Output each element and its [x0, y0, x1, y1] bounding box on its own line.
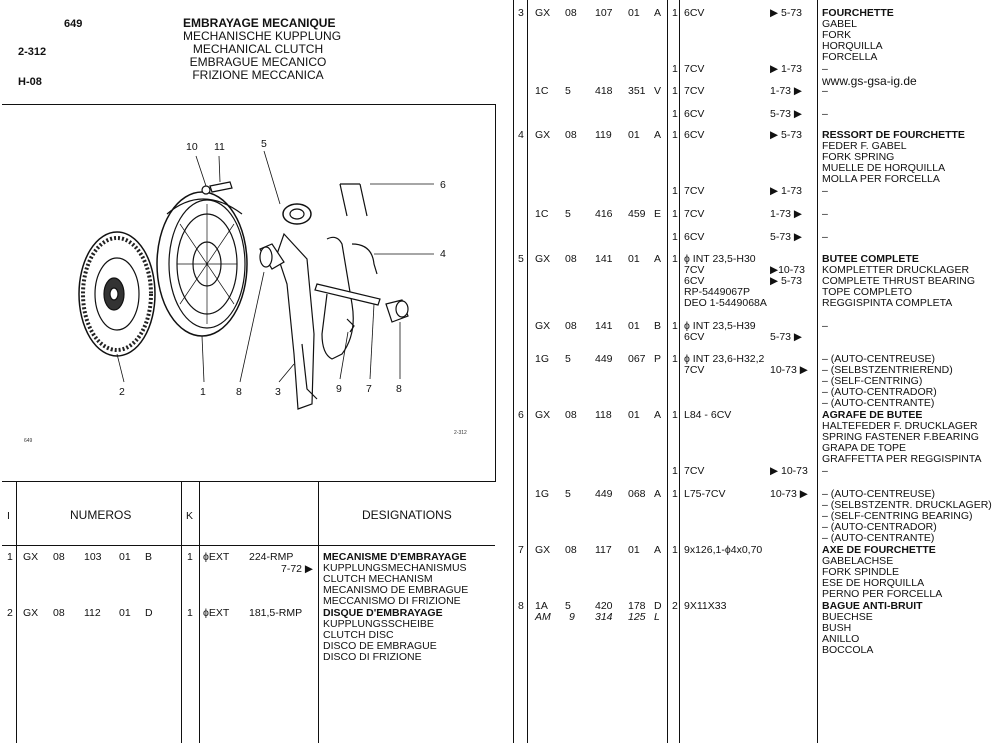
date-note: 7-72 ▶	[281, 563, 314, 575]
spec: DEO 1-5449068A	[684, 297, 767, 309]
header-col-numeros: NUMEROS	[70, 508, 132, 522]
spec: 7CV	[684, 185, 705, 197]
part-prefix: 1G	[535, 488, 550, 500]
designation-line: GRAFFETTA PER REGGISPINTA	[822, 453, 982, 465]
part-suffix: 01	[119, 607, 131, 619]
designation	[323, 608, 443, 663]
designation	[822, 109, 828, 120]
date-note: ▶10-73	[770, 264, 805, 276]
designation-line: FEDER F. GABEL	[822, 140, 907, 152]
pressure-plate-drawing	[157, 192, 247, 336]
designation-line: –	[822, 208, 828, 220]
part-prefix: GX	[23, 551, 39, 563]
date-note: 5-73 ▶	[770, 231, 803, 243]
designation-line: –	[822, 231, 828, 243]
designation	[822, 410, 981, 465]
callout-4: 4	[440, 248, 446, 260]
spec: ϕ INT 23,5-H30	[684, 253, 756, 265]
spec: 6CV	[684, 108, 705, 120]
alt-part-e: L	[654, 611, 660, 623]
designation-line: ESE DE HORQUILLA	[822, 577, 925, 589]
designation-line: FOURCHETTE	[822, 7, 894, 19]
designation-line: –	[822, 185, 828, 197]
header-col-k: K	[186, 510, 194, 522]
quantity: 1	[672, 63, 678, 75]
spec: 7CV	[684, 63, 705, 75]
spec-value: 224-RMP	[249, 551, 294, 563]
designation	[822, 354, 953, 409]
part-group: 5	[565, 488, 571, 500]
quantity: 1	[672, 129, 678, 141]
spec: 6CV	[684, 275, 705, 287]
spec-value: 181,5-RMP	[249, 607, 303, 619]
part-number: 112	[84, 607, 101, 619]
quantity: 1	[672, 544, 678, 556]
alt-part-a: AM	[535, 611, 551, 623]
part-suffix: 351	[628, 85, 646, 97]
part-suffix: 01	[628, 320, 640, 332]
callout-10: 10	[186, 141, 198, 153]
spec: 6CV	[684, 129, 705, 141]
date-note: 10-73 ▶	[770, 488, 808, 500]
diagram-small-left: 649	[24, 438, 33, 444]
part-group: 08	[565, 320, 577, 332]
designation	[822, 545, 942, 600]
group-code: H-08	[18, 76, 42, 88]
part-index: A	[654, 544, 662, 556]
part-prefix: GX	[535, 129, 551, 141]
part-index: P	[654, 353, 662, 365]
row-index: 7	[518, 544, 524, 556]
date-note: 1-73 ▶	[770, 208, 803, 220]
part-number: 449	[595, 488, 613, 500]
quantity: 1	[672, 465, 678, 477]
quantity: 1	[672, 353, 678, 365]
part-group: 08	[53, 551, 65, 563]
callout-6: 6	[440, 179, 446, 191]
part-number: 418	[595, 85, 613, 97]
title-en: MECHANICAL CLUTCH	[192, 42, 324, 56]
part-index: A	[654, 129, 662, 141]
part-index: A	[654, 253, 662, 265]
spec: L84 - 6CV	[684, 409, 732, 421]
spec: 6CV	[684, 331, 705, 343]
designation-line: MOLLA PER FORCELLA	[822, 173, 940, 185]
quantity: 1	[672, 320, 678, 332]
quantity: 1	[672, 409, 678, 421]
part-prefix: GX	[535, 320, 551, 332]
quantity: 1	[672, 253, 678, 265]
designation	[822, 86, 828, 97]
designation	[822, 8, 894, 63]
row-index: 6	[518, 409, 524, 421]
part-group: 5	[565, 208, 571, 220]
designation-en: CLUTCH DISC	[323, 629, 394, 641]
row-index: 2	[7, 607, 13, 619]
part-number: 449	[595, 353, 613, 365]
designation-line: KOMPLETTER DRUCKLAGER	[822, 264, 970, 276]
part-group: 08	[565, 544, 577, 556]
clutch-disc-drawing	[79, 232, 155, 356]
designation-line: AXE DE FOURCHETTE	[822, 544, 936, 556]
spec: 6CV	[684, 231, 705, 243]
spec: ϕ INT 23,5-H39	[684, 320, 756, 332]
designation-line: – (SELF-CENTRING BEARING)	[822, 510, 973, 522]
part-suffix: 01	[628, 409, 640, 421]
designation-it: MECCANISMO DI FRIZIONE	[323, 595, 461, 607]
alt-part-d: 125	[628, 611, 646, 623]
page-title	[183, 16, 342, 82]
callout-11: 11	[214, 141, 225, 153]
part-group: 08	[565, 129, 577, 141]
designation-line: –	[822, 108, 828, 120]
designation-line: SPRING FASTENER F.BEARING	[822, 431, 979, 443]
designation-es: DISCO DE EMBRAGUE	[323, 640, 437, 652]
designation-line: BOCCOLA	[822, 644, 874, 656]
designation-line: –	[822, 63, 828, 75]
date-note: 1-73 ▶	[770, 85, 803, 97]
part-prefix: GX	[23, 607, 39, 619]
designation-fr: DISQUE D'EMBRAYAGE	[323, 607, 443, 619]
designation-de: KUPPLUNGSSCHEIBE	[323, 618, 434, 630]
part-number: 119	[595, 129, 612, 141]
designation	[822, 130, 965, 185]
part-suffix: 01	[628, 253, 640, 265]
designation-line: COMPLETE THRUST BEARING	[822, 275, 976, 287]
callout-9: 9	[336, 383, 342, 395]
quantity: 1	[672, 7, 678, 19]
part-suffix: 01	[628, 544, 640, 556]
designation	[323, 552, 468, 607]
part-group: 5	[565, 600, 571, 612]
spec: L75-7CV	[684, 488, 726, 500]
designation-line: ANILLO	[822, 633, 860, 645]
spec: RP-5449067P	[684, 286, 750, 298]
ref-code: 2-312	[18, 46, 47, 58]
part-number: 103	[84, 551, 102, 563]
part-group: 5	[565, 353, 571, 365]
part-suffix: 067	[628, 353, 646, 365]
quantity: 1	[672, 231, 678, 243]
designation-fr: MECANISME D'EMBRAYAGE	[323, 551, 467, 563]
spec: 7CV	[684, 465, 705, 477]
designation	[822, 209, 828, 220]
designation-line: BUTEE COMPLETE	[822, 253, 919, 265]
part-number: 416	[595, 208, 613, 220]
alt-part-b: 9	[569, 611, 575, 623]
alt-part-c: 314	[595, 611, 613, 623]
part-group: 08	[565, 253, 577, 265]
spec: 9x126,1-ϕ4x0,70	[684, 544, 763, 556]
row-index: 8	[518, 600, 524, 612]
part-suffix: 01	[628, 129, 640, 141]
row-index: 1	[7, 551, 13, 563]
spec: 7CV	[684, 364, 705, 376]
designation	[822, 321, 828, 332]
designation-line: – (SELF-CENTRING)	[822, 375, 923, 387]
designation-line: – (SELBSTZENTRIEREND)	[822, 364, 953, 376]
part-group: 08	[565, 7, 577, 19]
quantity: 1	[672, 488, 678, 500]
part-prefix: 1A	[535, 600, 548, 612]
designation	[822, 232, 828, 243]
part-index: A	[654, 409, 662, 421]
part-number: 141	[595, 320, 613, 332]
callout-1: 1	[200, 386, 206, 398]
callout-3: 3	[275, 386, 281, 398]
part-suffix: 01	[628, 7, 640, 19]
part-index: V	[654, 85, 662, 97]
designation-line: GABELACHSE	[822, 555, 894, 567]
callout-8-right: 8	[396, 383, 402, 395]
designation-line: FORK SPRING	[822, 151, 895, 163]
part-suffix: 01	[119, 551, 131, 563]
quantity: 1	[187, 551, 193, 563]
part-prefix: GX	[535, 7, 551, 19]
part-group: 08	[53, 607, 65, 619]
designation	[822, 466, 828, 477]
part-number: 141	[595, 253, 613, 265]
designation-line: – (AUTO-CENTREUSE)	[822, 488, 935, 500]
part-suffix: 459	[628, 208, 646, 220]
part-group: 5	[565, 85, 571, 97]
designation-line: – (AUTO-CENTRADOR)	[822, 386, 937, 398]
title-fr: EMBRAYAGE MECANIQUE	[183, 16, 336, 30]
quantity: 1	[672, 85, 678, 97]
part-index: A	[654, 7, 662, 19]
part-prefix: GX	[535, 409, 551, 421]
quantity: 1	[672, 185, 678, 197]
spec: 7CV	[684, 85, 705, 97]
designation-de: KUPPLUNGSMECHANISMUS	[323, 562, 467, 574]
part-number: 107	[595, 7, 613, 19]
part-number: 420	[595, 600, 613, 612]
spec: ϕEXT	[203, 607, 230, 619]
diagram-small-right: 2-312	[454, 430, 467, 436]
callout-7: 7	[366, 383, 372, 395]
quantity: 1	[672, 208, 678, 220]
row-index: 4	[518, 129, 524, 141]
designation-line: BUSH	[822, 622, 852, 634]
part-number: 118	[595, 409, 612, 421]
designation-it: DISCO DI FRIZIONE	[323, 651, 422, 663]
header-col-i: I	[7, 510, 10, 522]
designation-line: – (AUTO-CENTRADOR)	[822, 521, 937, 533]
part-prefix: 1C	[535, 208, 549, 220]
spec: 9X11X33	[684, 600, 727, 612]
date-note: ▶ 1-73	[770, 63, 803, 75]
designation-line: –	[822, 320, 828, 332]
designation-line: TOPE COMPLETO	[822, 286, 913, 298]
designation-line: AGRAFE DE BUTEE	[822, 409, 923, 421]
callout-8-left: 8	[236, 386, 242, 398]
designation-line: –	[822, 465, 828, 477]
part-number: 117	[595, 544, 612, 556]
callout-2: 2	[119, 386, 125, 398]
spec: ϕEXT	[203, 551, 230, 563]
part-index: D	[145, 607, 153, 619]
quantity: 2	[672, 600, 678, 612]
date-note: ▶ 5-73	[770, 7, 803, 19]
designation-line: GABEL	[822, 18, 858, 30]
bush-right-drawing	[386, 300, 408, 322]
part-prefix: GX	[535, 253, 551, 265]
date-note: ▶ 1-73	[770, 185, 803, 197]
designation-line: FORK	[822, 29, 852, 41]
date-note: 5-73 ▶	[770, 108, 803, 120]
row-index: 3	[518, 7, 524, 19]
designation-line: – (AUTO-CENTRANTE)	[822, 532, 935, 544]
part-prefix: GX	[535, 544, 551, 556]
part-index: B	[654, 320, 662, 332]
part-index: A	[654, 488, 662, 500]
designation	[822, 186, 828, 197]
date-note: ▶ 5-73	[770, 275, 803, 287]
date-note: ▶ 10-73	[770, 465, 808, 477]
part-group: 08	[565, 409, 577, 421]
designation-line: www.gs-gsa-ig.de	[822, 74, 917, 88]
quantity: 1	[672, 108, 678, 120]
part-index: B	[145, 551, 153, 563]
designation-line: BAGUE ANTI-BRUIT	[822, 600, 923, 612]
quantity: 1	[187, 607, 193, 619]
designation-es: MECANISMO DE EMBRAGUE	[323, 584, 469, 596]
date-note: 10-73 ▶	[770, 364, 808, 376]
designation-line: BUECHSE	[822, 611, 873, 623]
designation-line: HORQUILLA	[822, 40, 883, 52]
title-de: MECHANISCHE KUPPLUNG	[183, 29, 342, 43]
title-es: EMBRAGUE MECANICO	[189, 55, 327, 69]
row-index: 5	[518, 253, 524, 265]
designation	[822, 254, 975, 309]
part-index: E	[654, 208, 662, 220]
designation-line: HALTEFEDER F. DRUCKLAGER	[822, 420, 978, 432]
designation-line: GRAPA DE TOPE	[822, 442, 907, 454]
website-link[interactable]	[822, 76, 917, 87]
clutch-exploded-diagram	[2, 104, 495, 480]
header-col-designations: DESIGNATIONS	[362, 508, 452, 522]
designation-line: – (AUTO-CENTRANTE)	[822, 397, 935, 409]
designation	[822, 489, 992, 544]
designation-line: – (SELBSTZENTR. DRUCKLAGER)	[822, 499, 992, 511]
date-note: ▶ 5-73	[770, 129, 803, 141]
spec: 7CV	[684, 264, 705, 276]
designation-line: RESSORT DE FOURCHETTE	[822, 129, 965, 141]
part-index: D	[654, 600, 662, 612]
designation-line: REGGISPINTA COMPLETA	[822, 297, 953, 309]
designation-line: – (AUTO-CENTREUSE)	[822, 353, 935, 365]
date-note: 5-73 ▶	[770, 331, 803, 343]
designation-line: FORCELLA	[822, 51, 878, 63]
spec: ϕ INT 23,6-H32,2	[684, 353, 765, 365]
spec: 6CV	[684, 7, 705, 19]
title-it: FRIZIONE MECCANICA	[192, 68, 324, 82]
page-number: 649	[64, 18, 83, 30]
callout-5: 5	[261, 138, 267, 150]
designation-line: PERNO PER FORCELLA	[822, 588, 943, 600]
designation-line: MUELLE DE HORQUILLA	[822, 162, 946, 174]
part-suffix: 068	[628, 488, 646, 500]
designation	[822, 601, 923, 656]
part-prefix: 1G	[535, 353, 550, 365]
designation-line: –	[822, 85, 828, 97]
part-suffix: 178	[628, 600, 646, 612]
part-prefix: 1C	[535, 85, 549, 97]
spec: 7CV	[684, 208, 705, 220]
designation-en: CLUTCH MECHANISM	[323, 573, 433, 585]
designation-line: FORK SPINDLE	[822, 566, 900, 578]
